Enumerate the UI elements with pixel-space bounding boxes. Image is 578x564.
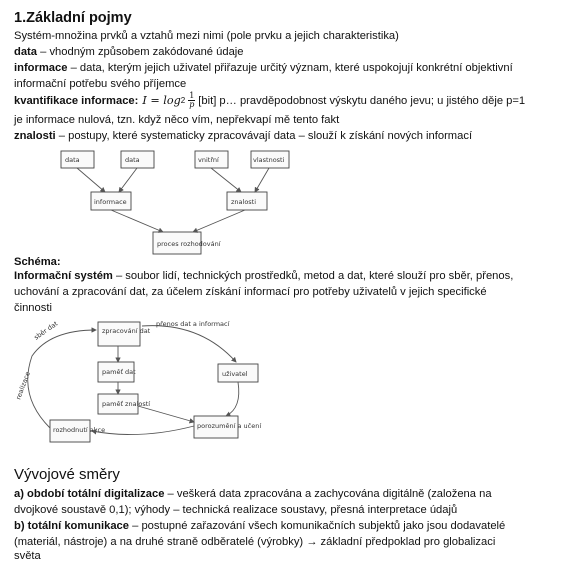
- knowledge-def: – postupy, které systematicky zpracovávají data – slouží k získání nových informací: [55, 130, 473, 142]
- trend-a-def-1: – veškerá data zpracována a zachycována digitálně (založena na: [164, 488, 492, 500]
- diagram2-label-user: uživatel: [222, 370, 248, 378]
- diagram2-label-learning: porozumění a učení: [197, 422, 262, 430]
- diagram1-arrow: [77, 168, 105, 192]
- trends-title: Vývojové směry: [14, 466, 120, 483]
- section-title: 1.Základní pojmy: [14, 10, 132, 26]
- is-term: Informační systém: [14, 270, 113, 282]
- is-definition-2: uchování a zpracování dat, za účelem získání informací pro potřeby uživatelů v jejich specifické: [14, 286, 487, 298]
- quant-def: [bit] p… pravděpodobnost výskytu daného jevu; u jistého děje p=1: [198, 94, 526, 107]
- diagram1-label-decision: proces rozhodování: [157, 240, 221, 248]
- knowledge-diagram: [55, 146, 305, 256]
- is-definition-1: [14, 268, 513, 284]
- is-cycle-diagram: [10, 316, 272, 446]
- diagram2-label-action: rozhodnutí akce: [53, 426, 106, 434]
- diagram1-label-data-1: data: [65, 156, 80, 164]
- knowledge-term: znalosti: [14, 130, 56, 142]
- trend-b-1: [14, 518, 505, 534]
- is-definition-3: činnosti: [14, 302, 52, 314]
- trend-b-3: světa: [14, 550, 41, 562]
- trend-a-2: dvojkové soustavě 0,1); výhody – technická realizace soustavy, přesná interpretace údajů: [14, 504, 458, 516]
- quant-term: kvantifikace informace:: [14, 94, 139, 107]
- diagram2-label-collect: sběr dat: [32, 319, 60, 342]
- info-term: informace: [14, 62, 68, 74]
- trend-b-2: (materiál, nástroje) a na druhé straně odběratelé (výrobky) → základní předpoklad pro globalizaci: [14, 536, 496, 548]
- diagram2-label-processing: zpracování dat: [102, 327, 151, 335]
- diagram1-arrow: [255, 168, 269, 192]
- diagram2-link-arrow: [138, 406, 194, 422]
- quant-definition-2: je informace nulová, tzn. když něco vím, nepřekvapí mě tento fakt: [14, 114, 340, 126]
- system-definition: Systém-množina prvků a vztahů mezi nimi (pole prvku a jejich charakteristika): [14, 30, 399, 42]
- diagram1-label-internal: vnitřní: [198, 156, 219, 164]
- formula-den: p: [189, 100, 195, 109]
- info-definition: [14, 60, 513, 76]
- quant-definition: [14, 92, 525, 109]
- schema-label: Schéma:: [14, 256, 61, 268]
- diagram1-label-knowledge: znalosti: [231, 198, 257, 206]
- diagram2-flow-arrow: [142, 326, 236, 362]
- trend-b-term: b) totální komunikace: [14, 520, 129, 532]
- data-definition: [14, 44, 244, 60]
- diagram2-flow-arrow: [92, 426, 194, 435]
- trend-a-1: [14, 486, 492, 502]
- data-def: – vhodným způsobem zakódované údaje: [37, 46, 244, 58]
- trend-b-def-1: – postupné zařazování všech komunikačních subjektů jako jsou dodavatelé: [129, 520, 506, 532]
- trend-a-term: a) období totální digitalizace: [14, 488, 165, 500]
- formula-fraction: [188, 92, 195, 109]
- is-def-1: – soubor lidí, technických prostředků, metod a dat, které slouží pro sběr, přenos,: [112, 270, 514, 282]
- formula-sub: 2: [180, 95, 186, 105]
- diagram1-label-information: informace: [94, 198, 127, 206]
- diagram2-label-data-memory: paměť dat: [102, 368, 136, 376]
- diagram1-arrow: [119, 168, 137, 192]
- diagram2-label-knowledge-memory: paměť znalostí: [102, 400, 151, 408]
- formula-i: I = log: [142, 93, 181, 107]
- diagram2-label-transfer: přenos dat a informací: [156, 320, 230, 328]
- diagram1-arrow: [211, 168, 241, 192]
- info-definition-2: informační potřebu svého příjemce: [14, 78, 187, 90]
- diagram2-flow-arrow: [28, 330, 96, 428]
- diagram1-arrow: [193, 210, 245, 232]
- diagram1-label-data-2: data: [125, 156, 140, 164]
- info-def-1: – data, kterým jejich uživatel přiřazuje určitý význam, které uspokojují konkrétní objektivní: [67, 62, 513, 74]
- diagram2-label-realize: realizace: [14, 370, 32, 401]
- knowledge-definition: [14, 128, 472, 144]
- diagram1-label-properties: vlastnosti: [253, 156, 285, 164]
- formula-num: 1: [189, 91, 195, 100]
- diagram2-flow-arrow: [226, 382, 239, 416]
- diagram1-arrow: [111, 210, 163, 232]
- data-term: data: [14, 46, 38, 58]
